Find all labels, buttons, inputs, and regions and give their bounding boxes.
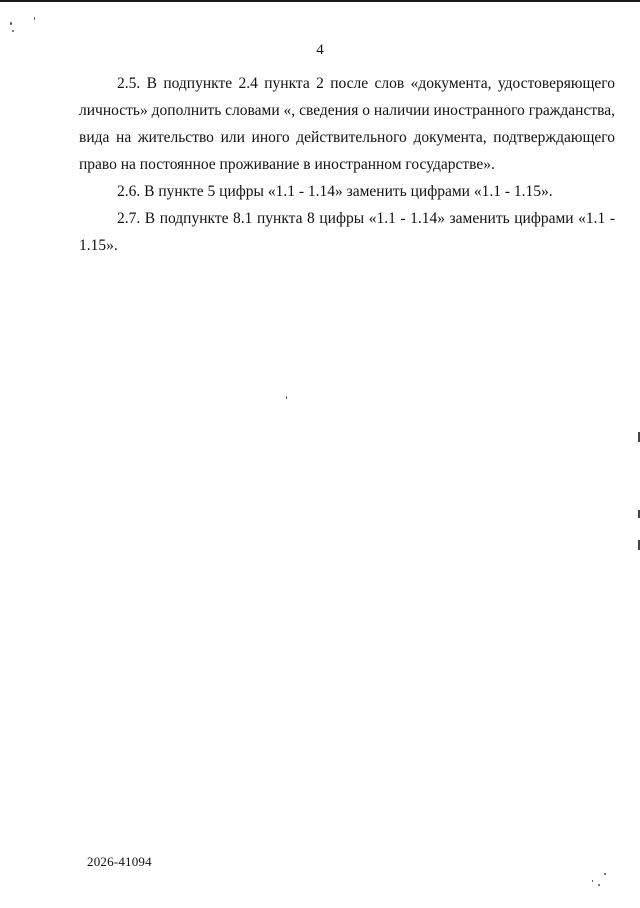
- scan-top-border: [0, 0, 640, 2]
- scan-speck: [10, 22, 12, 25]
- paragraph-2-5: 2.5. В подпункте 2.4 пункта 2 после слов «документа, удостоверяющего личность» дополнить словами «, сведения о наличии иностранного гражданства, вида на жительство или иного действительного документа, подтверждающего право на постоянное проживание в иностранном государстве».: [79, 75, 615, 173]
- paragraph-2-7: 2.7. В подпункте 8.1 пункта 8 цифры «1.1 - 1.14» заменить цифрами «1.1 - 1.15».: [79, 210, 615, 254]
- scan-speck: [604, 873, 606, 875]
- scan-speck: [12, 30, 14, 32]
- paragraph-2-6: 2.6. В пункте 5 цифры «1.1 - 1.14» заменить цифрами «1.1 - 1.15».: [117, 183, 553, 200]
- document-body: [79, 70, 615, 259]
- scan-speck: [598, 884, 600, 886]
- scan-speck: [592, 880, 593, 882]
- document-code: 2026-41094: [87, 854, 152, 869]
- scan-speck: [286, 396, 287, 399]
- page-number: 4: [316, 42, 324, 58]
- scan-speck: [34, 17, 35, 20]
